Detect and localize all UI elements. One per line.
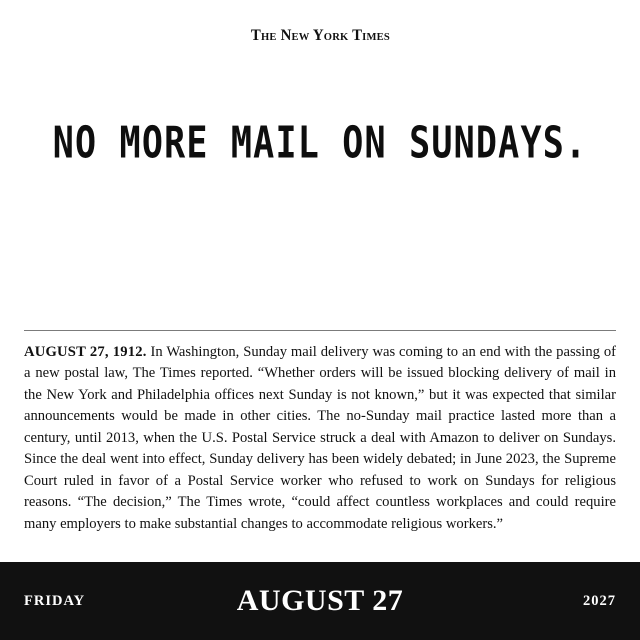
masthead-title: The New York Times	[250, 27, 390, 44]
headline-container	[0, 118, 640, 169]
article-dateline: AUGUST 27, 1912.	[24, 344, 147, 360]
article-block	[24, 330, 616, 535]
divider-rule	[24, 330, 616, 331]
article-body: In Washington, Sunday mail delivery was coming to an end with the passing of a new postal law, The Times reported. “Whether orders will be issued blocking delivery of mail in the New York and Philadelphia offices next Sunday is not known,” but it was expected that similar announcements would be made in other cities. The no-Sunday mail practice lasted more than a century, until 2013, when the U.S. Postal Service struck a deal with Amazon to deliver on Sundays. Since the deal went into effect, Sunday delivery has been widely debated; in June 2023, the Supreme Court ruled in favor of a Postal Service worker who refused to work on Sundays for religious reasons. “The decision,” The Times wrote, “could affect countless workplaces and could require many employers to make substantial changes to accommodate religious workers.”	[24, 344, 617, 532]
footer-bar	[0, 562, 640, 640]
footer-date: AUGUST 27	[236, 584, 404, 617]
footer-year: 2027	[583, 592, 617, 609]
headline-text: NO MORE MAIL ON SUNDAYS.	[52, 118, 588, 169]
masthead	[0, 0, 640, 49]
footer-weekday: FRIDAY	[24, 592, 86, 609]
article-paragraph	[24, 342, 616, 535]
